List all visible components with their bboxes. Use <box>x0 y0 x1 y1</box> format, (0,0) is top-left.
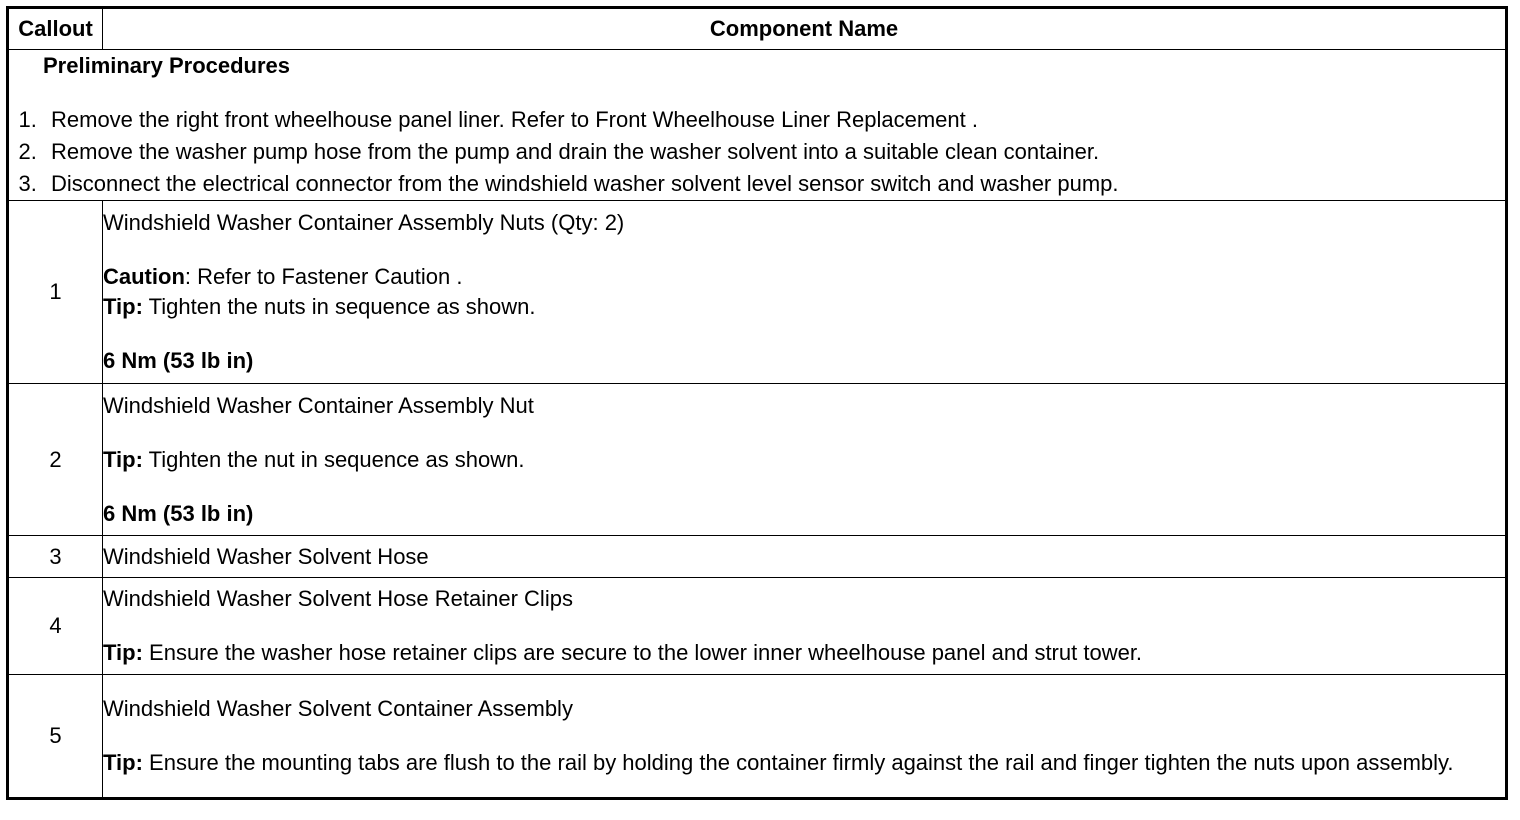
table-row <box>8 675 1507 799</box>
torque-spec <box>103 499 1505 529</box>
tip-label: Tip: <box>103 640 143 665</box>
component-cell <box>103 536 1507 578</box>
caution-label: Caution <box>103 264 185 289</box>
tip-line <box>103 445 1505 475</box>
component-header: Component Name <box>103 8 1507 50</box>
component-cell <box>103 675 1507 799</box>
component-name: Windshield Washer Solvent Hose Retainer Clips <box>103 586 573 611</box>
tip-text: Tighten the nuts in sequence as shown. <box>142 294 536 319</box>
tip-label: Tip: <box>103 446 143 472</box>
tip-line <box>103 748 1505 778</box>
component-table <box>6 6 1508 800</box>
callout-number: 2 <box>8 384 103 536</box>
table-row <box>8 201 1507 384</box>
component-name: Windshield Washer Container Assembly Nut <box>103 392 534 418</box>
prelim-title: Preliminary Procedures <box>43 53 291 78</box>
table-row <box>8 536 1507 578</box>
header-row <box>8 8 1507 50</box>
tip-line <box>103 292 1505 322</box>
caution-text: : Refer to Fastener Caution . <box>184 264 463 289</box>
tip-text: Ensure the washer hose retainer clips are secure to the lower inner wheelhouse panel and strut tower. <box>142 640 1143 665</box>
prelim-row <box>8 50 1507 201</box>
tip-label: Tip: <box>103 750 143 775</box>
tip-text: Ensure the mounting tabs are flush to the rail by holding the container firmly against the rail and finger tighten the nuts upon assembly. <box>142 750 1454 775</box>
table-row <box>8 578 1507 675</box>
torque-value: 6 Nm (53 lb in) <box>103 500 254 526</box>
component-cell <box>103 201 1507 384</box>
callout-header: Callout <box>8 8 103 50</box>
torque-value: 6 Nm (53 lb in) <box>103 348 254 373</box>
table-row <box>8 384 1507 536</box>
callout-number: 5 <box>8 675 103 799</box>
component-cell <box>103 384 1507 536</box>
tip-line <box>103 638 1505 668</box>
tip-label: Tip: <box>103 294 143 319</box>
callout-number: 4 <box>8 578 103 675</box>
prelim-step: 2. Remove the washer pump hose from the pump and drain the washer solvent into a suitable clean container. <box>43 136 1505 168</box>
component-name: Windshield Washer Container Assembly Nuts (Qty: 2) <box>103 210 625 235</box>
caution-line <box>103 262 1505 292</box>
callout-number: 3 <box>8 536 103 578</box>
component-cell <box>103 578 1507 675</box>
prelim-step: 1. Remove the right front wheelhouse panel liner. Refer to Front Wheelhouse Liner Replacement . <box>43 104 1505 136</box>
prelim-steps <box>9 104 1505 200</box>
prelim-step: 3. Disconnect the electrical connector from the windshield washer solvent level sensor switch and washer pump. <box>43 168 1505 200</box>
torque-spec <box>103 346 1505 376</box>
prelim-cell <box>8 50 1507 201</box>
callout-number: 1 <box>8 201 103 384</box>
component-name: Windshield Washer Solvent Hose <box>103 543 429 569</box>
component-name: Windshield Washer Solvent Container Assembly <box>103 696 573 721</box>
tip-text: Tighten the nut in sequence as shown. <box>142 446 525 472</box>
